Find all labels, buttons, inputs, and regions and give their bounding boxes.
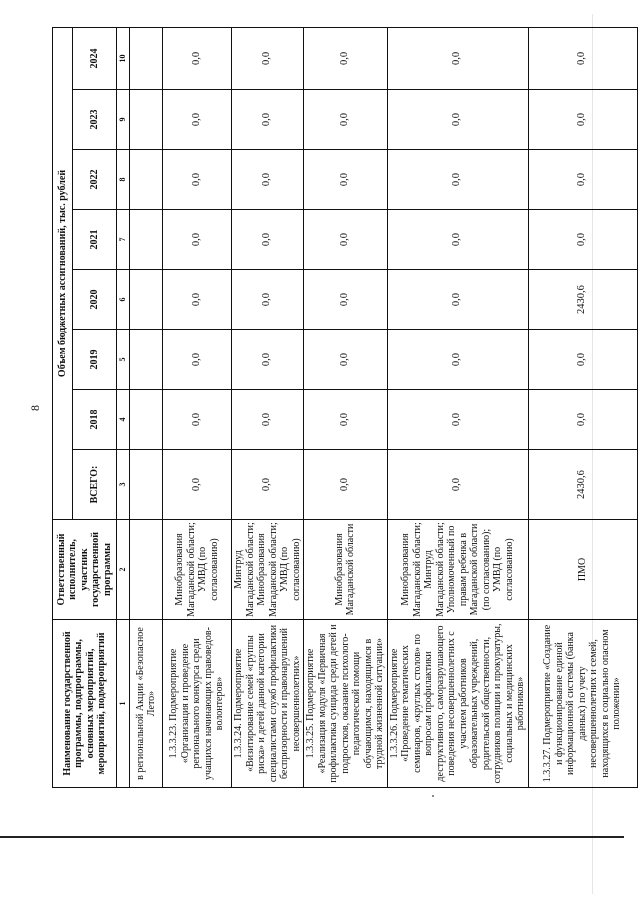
row-total bbox=[130, 450, 163, 520]
row-total: 0,0 bbox=[232, 450, 304, 520]
table-row bbox=[528, 27, 637, 787]
header-year-2023: 2023 bbox=[73, 90, 117, 150]
row-value: 0,0 bbox=[387, 150, 528, 210]
row-value: 0,0 bbox=[304, 210, 388, 270]
row-value bbox=[130, 270, 163, 330]
table-row bbox=[130, 27, 163, 787]
row-executor: Минтруд Магаданской области; Минобразования Магаданской области; УМВД (по согласованию) bbox=[232, 520, 304, 620]
header-year-2024: 2024 bbox=[73, 27, 117, 89]
row-value: 0,0 bbox=[163, 390, 232, 450]
row-value: 0,0 bbox=[528, 390, 637, 450]
row-total: 0,0 bbox=[163, 450, 232, 520]
row-total: 0,0 bbox=[387, 450, 528, 520]
column-number-row bbox=[117, 27, 130, 787]
scan-bottom-line bbox=[0, 836, 624, 838]
column-number: 7 bbox=[117, 210, 130, 270]
row-value: 0,0 bbox=[304, 330, 388, 390]
row-value: 0,0 bbox=[387, 210, 528, 270]
row-value: 0,0 bbox=[304, 27, 388, 89]
row-value: 0,0 bbox=[387, 270, 528, 330]
header-year-2020: 2020 bbox=[73, 270, 117, 330]
row-executor: ПМО bbox=[528, 520, 637, 620]
row-value: 0,0 bbox=[232, 150, 304, 210]
row-value: 0,0 bbox=[163, 270, 232, 330]
column-number: 8 bbox=[117, 150, 130, 210]
row-value: 0,0 bbox=[387, 390, 528, 450]
row-value: 0,0 bbox=[387, 90, 528, 150]
row-value: 0,0 bbox=[387, 330, 528, 390]
row-value: 0,0 bbox=[528, 150, 637, 210]
row-value: 0,0 bbox=[387, 27, 528, 89]
row-value: 0,0 bbox=[528, 90, 637, 150]
row-executor: Минобразования Магаданской области bbox=[304, 520, 388, 620]
row-value: 0,0 bbox=[232, 270, 304, 330]
column-number: 3 bbox=[117, 450, 130, 520]
row-value: 0,0 bbox=[528, 27, 637, 89]
row-name: 1.3.3.23. Подмероприятие «Организация и проведение регионального конкурса среди учащихся начинающих правоведов-волонтеров» bbox=[163, 620, 232, 788]
page-number: 8 bbox=[28, 405, 42, 411]
row-value: 0,0 bbox=[232, 390, 304, 450]
row-value: 0,0 bbox=[163, 150, 232, 210]
row-executor bbox=[130, 520, 163, 620]
row-name: 1.3.3.27. Подмероприятие «Создание и функционирование единой информационной системы (банка данных) по учету несовершеннолетних и семей, находящихся в социально опасном положении» bbox=[528, 620, 637, 788]
row-value bbox=[130, 27, 163, 89]
row-value: 0,0 bbox=[304, 270, 388, 330]
row-value: 0,0 bbox=[232, 210, 304, 270]
header-executor: Ответственный исполнитель, участник государственной программы bbox=[53, 520, 117, 620]
row-value: 0,0 bbox=[163, 330, 232, 390]
row-value bbox=[130, 210, 163, 270]
row-value: 0,0 bbox=[304, 150, 388, 210]
row-value: 0,0 bbox=[304, 90, 388, 150]
row-value: 0,0 bbox=[232, 27, 304, 89]
row-value bbox=[130, 90, 163, 150]
table-row bbox=[304, 27, 388, 787]
row-total: 0,0 bbox=[304, 450, 388, 520]
row-value: 0,0 bbox=[528, 330, 637, 390]
row-value: 0,0 bbox=[163, 27, 232, 89]
row-executor: Минобразования Магаданской области; Минтруд Магаданской области; Уполномоченный по правам ребенка в Магаданской области (по согласованию); УМВД (по согласованию) bbox=[387, 520, 528, 620]
column-number: 4 bbox=[117, 390, 130, 450]
row-value bbox=[130, 150, 163, 210]
header-name: Наименование государственной программы, подпрограммы, основных мероприятий, мероприятий, подмероприятий bbox=[53, 620, 117, 788]
header-year-2018: 2018 bbox=[73, 390, 117, 450]
column-number: 5 bbox=[117, 330, 130, 390]
row-value bbox=[130, 390, 163, 450]
table-row bbox=[232, 27, 304, 787]
table-row bbox=[387, 27, 528, 787]
header-volume: Объем бюджетных ассигнований, тыс. рублей bbox=[53, 27, 73, 519]
row-name: 1.3.3.26. Подмероприятие «Проведение тематических семинаров, «круглых столов» по вопросам профилактики деструктивного, саморазрушающего поведения несовершеннолетних с участием работников образовательных учреждений, родительской общественности, сотрудников полиции и прокуратуры, социальных и медицинских работников» bbox=[387, 620, 528, 788]
column-number: 6 bbox=[117, 270, 130, 330]
row-value: 0,0 bbox=[304, 390, 388, 450]
row-value: 0,0 bbox=[232, 330, 304, 390]
row-name: 1.3.3.24. Подмероприятие «Визитирование семей «группы риска» и детей данной категории специалистами служб профилактики беспризорности и правонарушений несовершеннолетних» bbox=[232, 620, 304, 788]
rotated-page bbox=[28, 28, 623, 788]
row-executor: Минобразования Магаданской области; УМВД (по согласованию) bbox=[163, 520, 232, 620]
column-number: 10 bbox=[117, 27, 130, 89]
column-number: 9 bbox=[117, 90, 130, 150]
row-value: 0,0 bbox=[528, 210, 637, 270]
header-total: ВСЕГО: bbox=[73, 450, 117, 520]
header-year-2022: 2022 bbox=[73, 150, 117, 210]
budget-table bbox=[52, 27, 638, 788]
table-row bbox=[163, 27, 232, 787]
row-name: в региональной Акции «Безопасное Лето» bbox=[130, 620, 163, 788]
row-total: 2430,6 bbox=[528, 450, 637, 520]
scan-speck bbox=[432, 795, 434, 797]
row-value: 2430,6 bbox=[528, 270, 637, 330]
row-value: 0,0 bbox=[163, 90, 232, 150]
column-number: 1 bbox=[117, 620, 130, 788]
row-value bbox=[130, 330, 163, 390]
row-name: 1.3.3.25. Подмероприятие «Реализация модуля «Первичная профилактика суицида среди детей и подростков, оказание психолого-педагогической помощи обучающимся, находящимся в трудной жизненной ситуации» bbox=[304, 620, 388, 788]
header-year-2021: 2021 bbox=[73, 210, 117, 270]
row-value: 0,0 bbox=[232, 90, 304, 150]
column-number: 2 bbox=[117, 520, 130, 620]
row-value: 0,0 bbox=[163, 210, 232, 270]
header-year-2019: 2019 bbox=[73, 330, 117, 390]
